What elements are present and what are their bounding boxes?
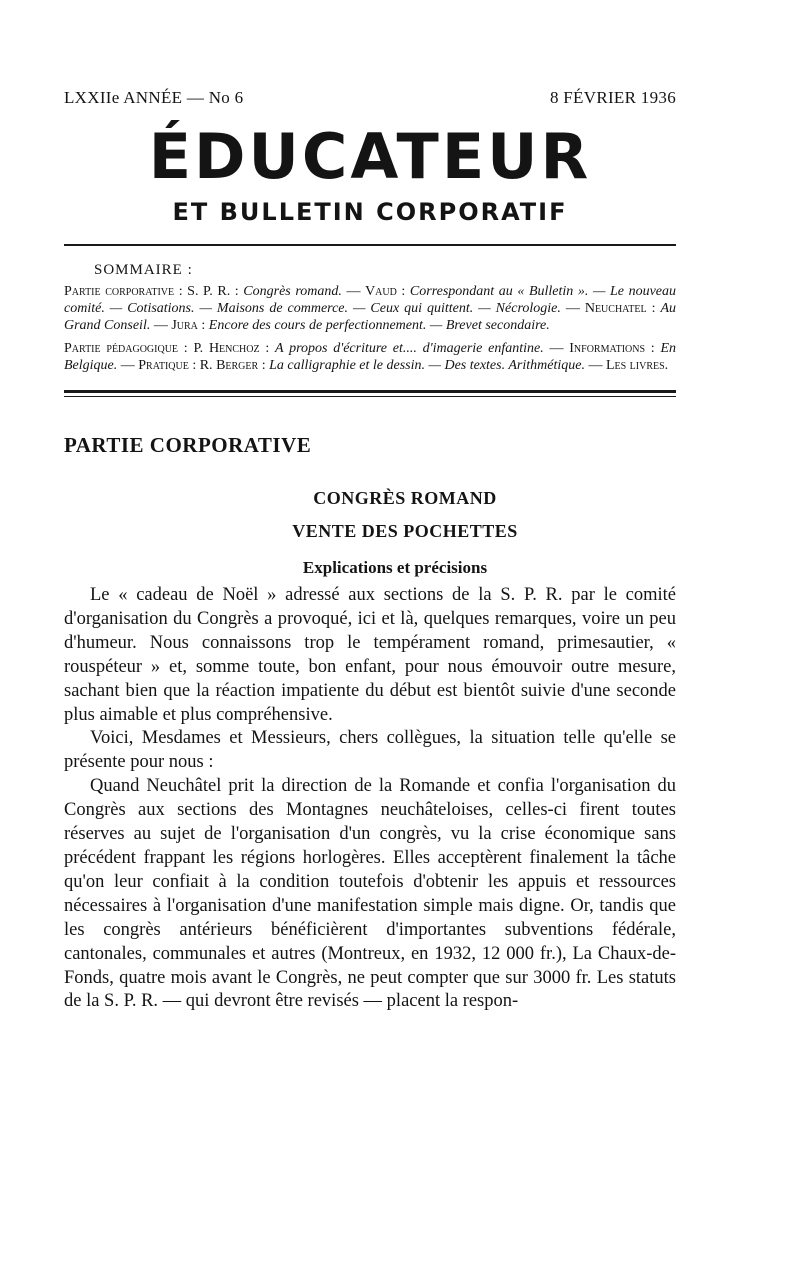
corporative-dash2: — <box>560 301 585 316</box>
paragraph: Quand Neuchâtel prit la direction de la Romande et confia l'organisation du Congrès aux sections des Montagnes neuchâteloises, celles-ci firent toutes réserves au sujet de l'organisation d'un congrès, vu la crise économique sans précédent frappant les régions horlogères. Elles acceptèrent finalement la tâche qu'on leur confiait à la condition toutefois d'obtenir les appuis et ressources nécessaires à l'organisation d'une manifestation simple mais digne. Or, tandis que les congrès antérieurs bénéficièrent d'importantes subventions fédérale, cantonales, communales et autres (Montreux, en 1932, 12 000 fr.), La Chaux-de-Fonds, quatre mois avant le Congrès, ne peut compter que sur 3000 fr. Les statuts de la S. P. R. — qui devront être revisés — placent la respon- <box>64 776 676 1012</box>
sommaire-rule-thin <box>64 396 676 397</box>
corporative-vaud: Vaud : <box>365 284 406 299</box>
pedagogique-lead: Partie pédagogique : <box>64 341 188 356</box>
corporative-rest1: Correspondant au « Bulletin ». — Le nouveau comité. — Cotisations. — Maisons de commerce. — Ceux qui quittent. — Nécrologie. <box>64 284 677 316</box>
sommaire-pedagogique <box>64 340 676 374</box>
pedagogique-text5: : <box>258 358 270 373</box>
corporative-lead: Partie corporative : <box>64 284 183 299</box>
sommaire-rule-thick <box>64 390 676 393</box>
corporative-jura: Jura <box>171 318 198 333</box>
pedagogique-pratique: Pratique <box>138 358 189 373</box>
corporative-grand-conseil: Au Grand Conseil. <box>64 301 677 333</box>
article-subheading: Explications et précisions <box>302 558 488 577</box>
corporative-text1: S. P. R. : <box>182 284 244 299</box>
journal-page <box>64 88 676 1014</box>
corporative-dash1: — <box>341 284 366 299</box>
pedagogique-text2: : <box>259 341 276 356</box>
pedagogique-italic2: En Belgique. <box>64 341 677 373</box>
journal-title: ÉDUCATEUR <box>148 120 592 193</box>
pedagogique-dash1: — <box>543 341 570 356</box>
corporative-text4: : <box>197 318 209 333</box>
pedagogique-text4: : R. <box>188 358 217 373</box>
section-heading: PARTIE CORPORATIVE <box>64 433 312 457</box>
pedagogique-dash3: — <box>584 358 606 373</box>
sommaire-label: SOMMAIRE : <box>94 262 193 278</box>
corporative-rest2: Encore des cours de perfectionnement. — Brevet secondaire. <box>208 318 550 333</box>
journal-subtitle: ET BULLETIN CORPORATIF <box>172 198 568 226</box>
article-heading-2: VENTE DES POCHETTES <box>292 521 518 541</box>
pedagogique-text1: P. <box>187 341 209 356</box>
sommaire-corporative <box>64 283 676 334</box>
paragraph: Le « cadeau de Noël » adressé aux sections de la S. P. R. par le comité d'organisation du Congrès a provoqué, ici et là, quelques remarques, voire un peu d'humeur. Nous connaissons trop le tempérament romand, primesautier, « rouspéteur » et, somme toute, bon enfant, pour nous émouvoir outre mesure, sachant bien que la réaction impatiente du début est bientôt suivie d'une seconde plus aimable et plus compréhensive. <box>64 585 676 725</box>
corporative-congres: Congrès romand. <box>243 284 342 299</box>
corporative-dash3: — <box>150 318 172 333</box>
pedagogique-italic1: A propos d'écriture et.... d'imagerie enfantine. <box>275 341 544 356</box>
pedagogique-informations: Informations <box>569 341 646 356</box>
paragraph: Voici, Mesdames et Messieurs, chers collègues, la situation telle qu'elle se présente pour nous : <box>64 728 676 773</box>
pedagogique-text3: : <box>645 341 661 356</box>
header-rule <box>64 244 676 246</box>
masthead-line <box>64 88 676 108</box>
corporative-neuchatel: Neuchatel : <box>584 301 656 316</box>
article-body <box>64 584 676 1014</box>
pedagogique-italic3: La calligraphie et le dessin. — Des textes. Arithmétique. <box>269 358 585 373</box>
issue-date: 8 FÉVRIER 1936 <box>549 88 676 107</box>
article-heading-1: CONGRÈS ROMAND <box>313 488 497 508</box>
pedagogique-berger: Berger <box>216 358 259 373</box>
pedagogique-livres: Les livres. <box>605 358 669 373</box>
pedagogique-dash2: — <box>117 358 139 373</box>
pedagogique-henchoz: Henchoz <box>208 341 260 356</box>
issue-number: LXXIIe ANNÉE — No 6 <box>64 88 244 107</box>
